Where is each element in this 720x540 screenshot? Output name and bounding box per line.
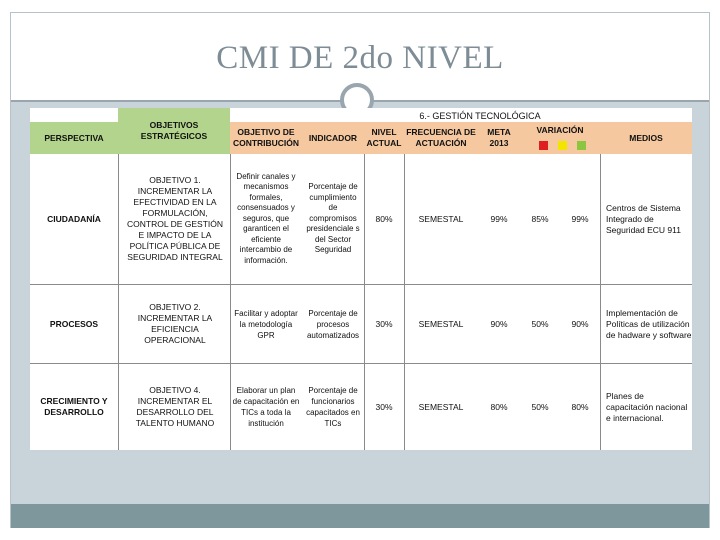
row2-indicador: Porcentaje de procesos automatizados (306, 308, 360, 340)
header-objetivo-contribucion: OBJETIVO DE CONTRIBUCIÓN (230, 122, 302, 154)
row3-objetivo: OBJETIVO 4. INCREMENTAR EL DESARROLLO DEL TALENTO HUMANO (135, 385, 215, 428)
column-divider (364, 154, 365, 450)
row1-meta: 99% (490, 213, 508, 224)
row3-contribucion: Elaborar un plan de capacitación en TICs a toda la institución (232, 386, 300, 428)
row2-frecuencia: SEMESTAL (418, 318, 464, 329)
row2-contribucion: Facilitar y adoptar la metodología GPR (234, 308, 298, 340)
header-objetivos: OBJETIVOS ESTRATÉGICOS (118, 108, 230, 154)
row1-frecuencia: SEMESTAL (418, 213, 464, 224)
section-title: 6.- GESTIÓN TECNOLÓGICA (419, 111, 541, 121)
header-frecuencia: FRECUENCIA DE ACTUACIÓN (404, 122, 478, 154)
column-divider (600, 154, 601, 450)
row1-contribucion: Definir canales y mecanismos formales, consensuados y seguros, que garanticen el eficiente intercambio de información. (236, 171, 296, 265)
balanced-scorecard-table (30, 108, 692, 450)
row2-objetivo: OBJETIVO 2. INCREMENTAR LA EFICIENCIA OPERACIONAL (137, 302, 213, 345)
row-divider (30, 284, 692, 285)
bottom-bar (11, 504, 709, 528)
row1-perspectiva: CIUDADANÍA (47, 213, 101, 224)
row3-perspectiva: CRECIMIENTO Y DESARROLLO (40, 396, 108, 417)
row3-nivel: 30% (375, 401, 393, 412)
row2-meta: 90% (490, 318, 508, 329)
row1-medios: Centros de Sistema Integrado de Seguridad ECU 911 (606, 202, 681, 235)
header-perspectiva: PERSPECTIVA (30, 122, 118, 154)
row3-medios: Planes de capacitación nacional e internacional. (606, 390, 688, 423)
header-medios: MEDIOS (600, 122, 692, 154)
header-indicador: INDICADOR (302, 122, 364, 154)
row3-frecuencia: SEMESTAL (418, 401, 464, 412)
column-divider (404, 154, 405, 450)
header-nivel-actual: NIVEL ACTUAL (364, 122, 404, 154)
row2-nivel: 30% (375, 318, 393, 329)
slide-title: CMI DE 2do NIVEL (216, 40, 504, 76)
row1-var-high: 99% (571, 213, 589, 224)
variation-yellow-indicator (558, 141, 567, 150)
row1-nivel: 80% (375, 213, 393, 224)
row1-indicador: Porcentaje de cumplimiento de compromisos presidenciale s del Sector Seguridad (306, 182, 360, 255)
row3-meta: 80% (490, 401, 508, 412)
header-meta: META 2013 (478, 122, 520, 154)
column-divider (118, 154, 119, 450)
row1-objetivo: OBJETIVO 1. INCREMENTAR LA EFECTIVIDAD EN LA FORMULACIÓN, CONTROL DE GESTIÓN E IMPACTO DE LA POLÍTICA PÚBLICA DE SEGURIDAD INTEGRAL (126, 175, 224, 262)
variation-green-indicator (577, 141, 586, 150)
row3-var-high: 80% (571, 401, 589, 412)
row2-perspectiva: PROCESOS (49, 318, 99, 329)
row2-var-low: 50% (531, 318, 549, 329)
variation-red-indicator (539, 141, 548, 150)
header-variacion: VARIACIÓN (520, 122, 600, 154)
column-divider (230, 154, 231, 450)
row2-var-high: 90% (571, 318, 589, 329)
row3-var-low: 50% (531, 401, 549, 412)
row1-var-low: 85% (531, 213, 549, 224)
row-divider (30, 363, 692, 364)
row3-indicador: Porcentaje de funcionarios capacitados en TICs (306, 386, 360, 428)
row2-medios: Implementación de Políticas de utilización de hadware y software (606, 307, 692, 340)
